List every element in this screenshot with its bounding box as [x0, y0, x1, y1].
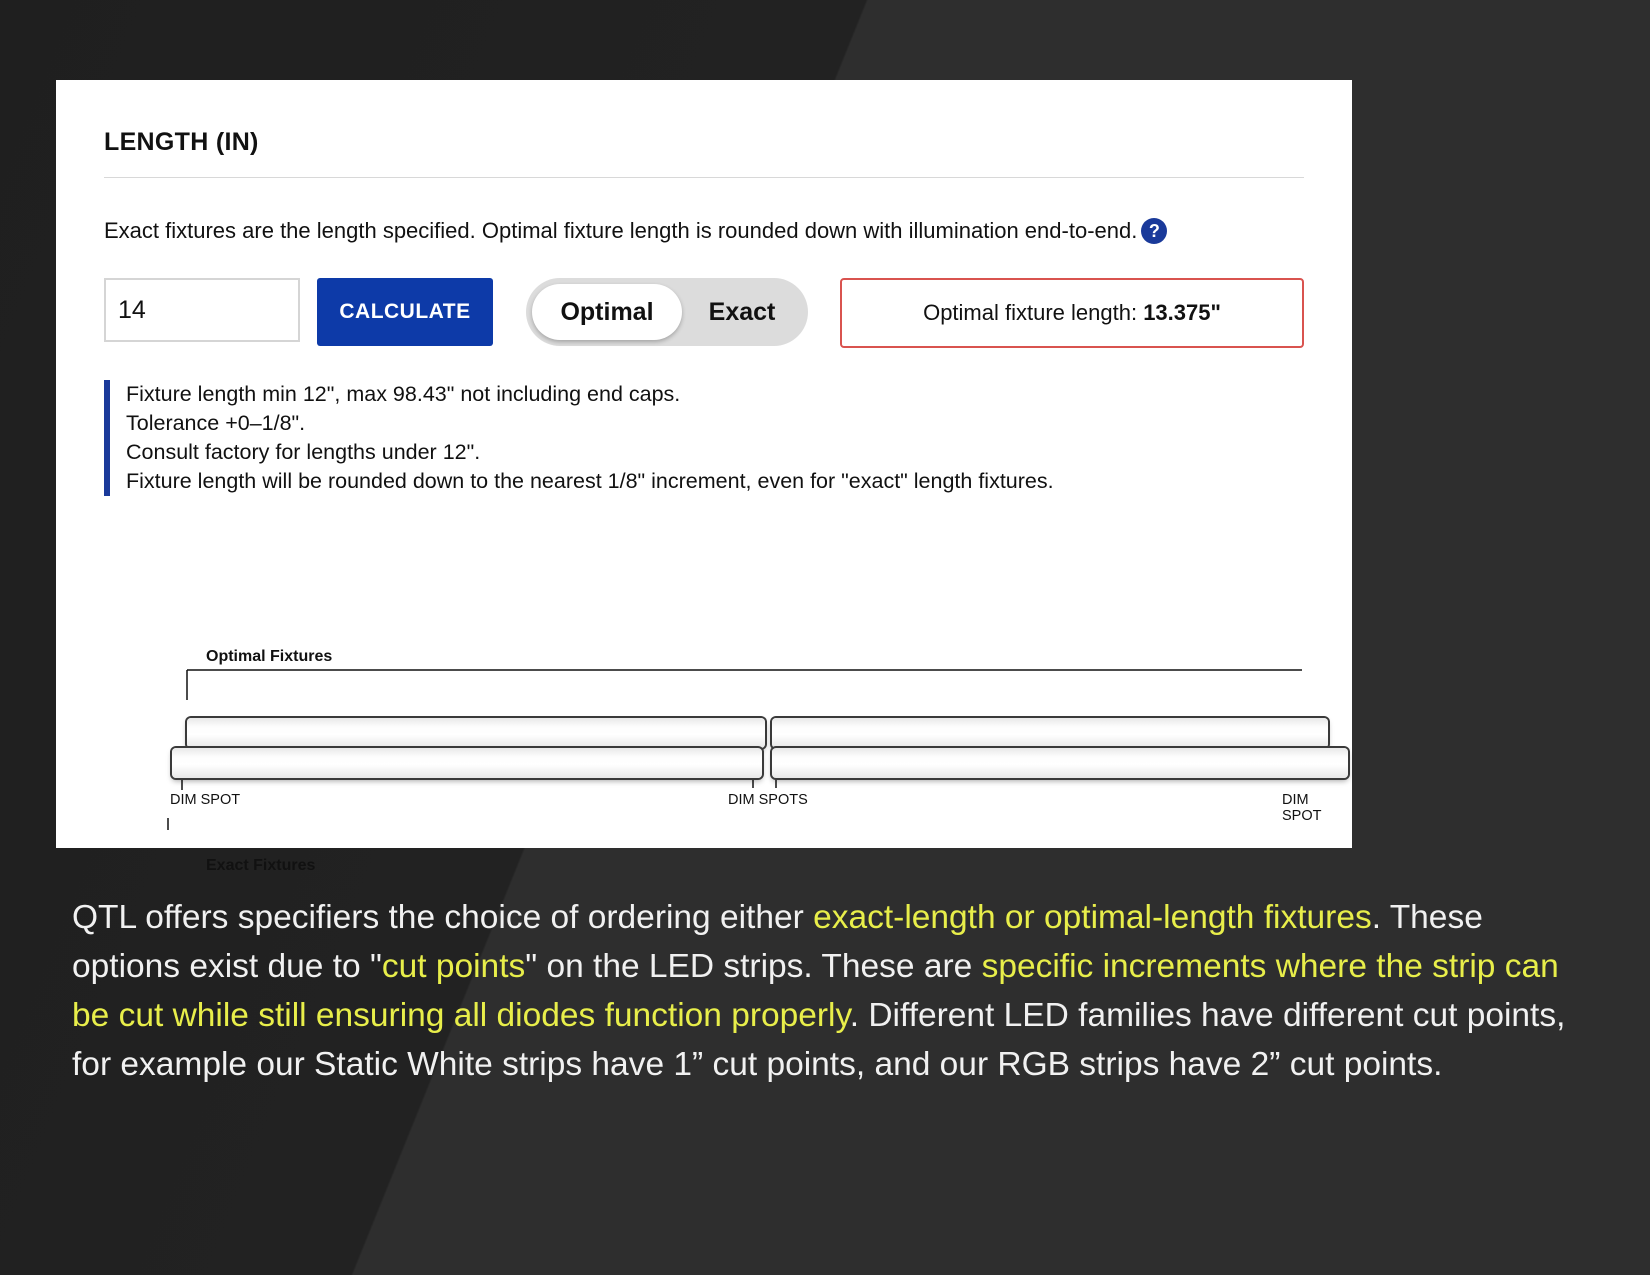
led-strip-exact-left: [172, 748, 762, 778]
highlight-1: exact-length or optimal-length fixtures: [813, 899, 1372, 936]
dim-spots-center-label: DIM SPOTS: [728, 792, 808, 808]
notes-callout: [104, 380, 1054, 496]
body-text-1: QTL offers specifiers the choice of ordering either: [72, 899, 814, 936]
body-text-3: " on the LED strips. These are: [525, 948, 982, 985]
dim-spot-left-label: DIM SPOT: [170, 792, 241, 808]
note-line: Fixture length min 12", max 98.43" not including end caps.: [126, 382, 681, 406]
panel-title: LENGTH (IN): [104, 128, 259, 156]
result-prefix: Optimal fixture length:: [923, 300, 1138, 325]
highlight-3: specific increments where the strip can be cut while still ensuring all diodes function properly: [72, 948, 1559, 1034]
divider: [104, 177, 1304, 178]
led-strip-optimal-left: [187, 718, 765, 748]
led-strip-exact-right: [772, 748, 1348, 778]
body-text-2: . These options exist due to ": [72, 899, 1483, 985]
dim-spot-right-label: DIM SPOT: [1282, 792, 1322, 824]
fixture-diagram: [112, 560, 1322, 874]
result-value: 13.375": [1143, 300, 1221, 325]
toggle-optimal[interactable]: Optimal: [532, 284, 682, 340]
length-input[interactable]: [104, 278, 300, 342]
length-calculator-panel: [56, 80, 1352, 874]
note-line: Fixture length will be rounded down to the nearest 1/8" increment, even for "exact" length fixtures.: [126, 469, 1054, 493]
note-line: Consult factory for lengths under 12".: [126, 440, 481, 464]
help-icon[interactable]: ?: [1141, 218, 1167, 244]
body-text-4: . Different LED families have different cut points, for example our Static White strips have 1” cut points, and our RGB strips have 2” cut points.: [72, 997, 1566, 1083]
led-strip-optimal-right: [772, 718, 1328, 748]
toggle-exact[interactable]: Exact: [708, 297, 776, 326]
optimal-fixtures-label: Optimal Fixtures: [206, 648, 333, 665]
body-paragraph: [72, 893, 1572, 1089]
exact-fixtures-label: Exact Fixtures: [206, 857, 316, 874]
highlight-2: cut points: [381, 948, 526, 985]
panel-description: [104, 218, 1167, 244]
fixture-type-toggle[interactable]: [526, 278, 808, 346]
note-line: Tolerance +0–1/8".: [126, 411, 306, 435]
description-text: Exact fixtures are the length specified. Optimal fixture length is rounded down with illumination end-to-end.: [104, 218, 1138, 243]
calculate-button[interactable]: CALCULATE: [317, 278, 493, 346]
result-box: [840, 278, 1304, 348]
dimension-lines: [112, 560, 1302, 830]
